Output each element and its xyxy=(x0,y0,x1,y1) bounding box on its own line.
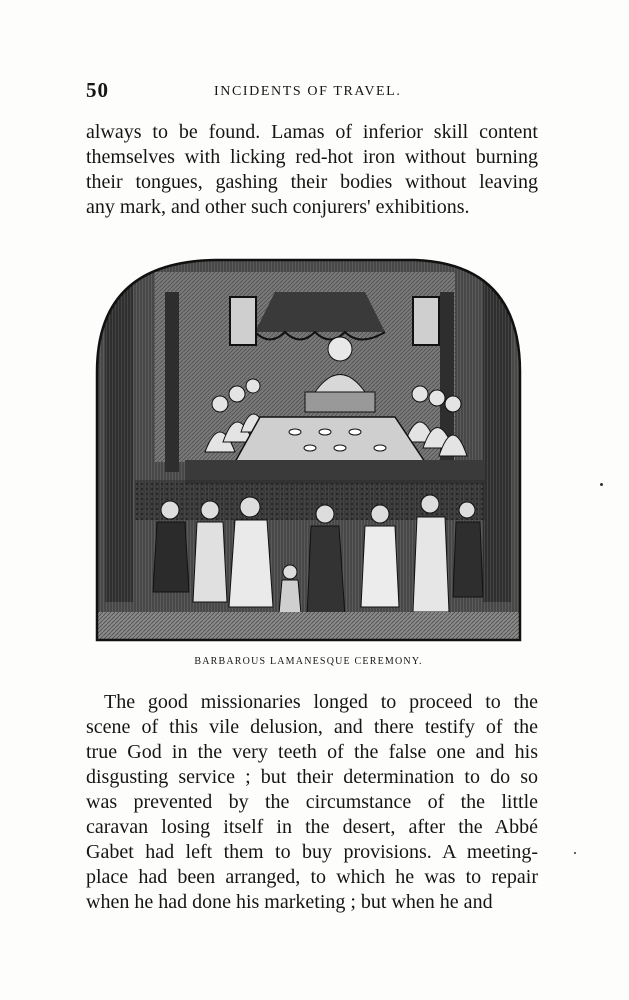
text-line: The good missionaries longed to proceed to the xyxy=(104,691,538,713)
engraving-image xyxy=(95,252,522,642)
paragraph-1 xyxy=(86,120,538,220)
text-line: caravan losing itself in the desert, after the Abbé xyxy=(86,816,538,838)
text-line: disgusting service ; but their determination to do so xyxy=(86,766,538,788)
text-line: scene of this vile delusion, and there testify of the xyxy=(86,716,538,738)
page-header xyxy=(86,78,538,102)
text-line: true God in the very teeth of the false one and his xyxy=(86,741,538,763)
text-line: their tongues, gashing their bodies without leaving xyxy=(86,171,538,193)
text-line: any mark, and other such conjurers' exhibitions. xyxy=(86,196,470,218)
text-line: when he had done his marketing ; but when he and xyxy=(86,891,493,913)
print-speck xyxy=(574,852,576,854)
running-title: INCIDENTS OF TRAVEL. xyxy=(214,84,402,99)
figure-caption: BARBAROUS LAMANESQUE CEREMONY. xyxy=(194,656,423,667)
text-line: place had been arranged, to which he was to repair xyxy=(86,866,538,888)
page-number: 50 xyxy=(86,78,109,102)
text-line: always to be found. Lamas of inferior skill content xyxy=(86,121,538,143)
text-line: was prevented by the circumstance of the little xyxy=(86,791,538,813)
text-line: Gabet had left them to buy provisions. A meeting- xyxy=(86,841,538,863)
ceremony-illustration xyxy=(95,252,522,642)
text-line: themselves with licking red-hot iron without burning xyxy=(86,146,538,168)
paragraph-2 xyxy=(86,690,538,915)
print-speck xyxy=(600,483,603,486)
